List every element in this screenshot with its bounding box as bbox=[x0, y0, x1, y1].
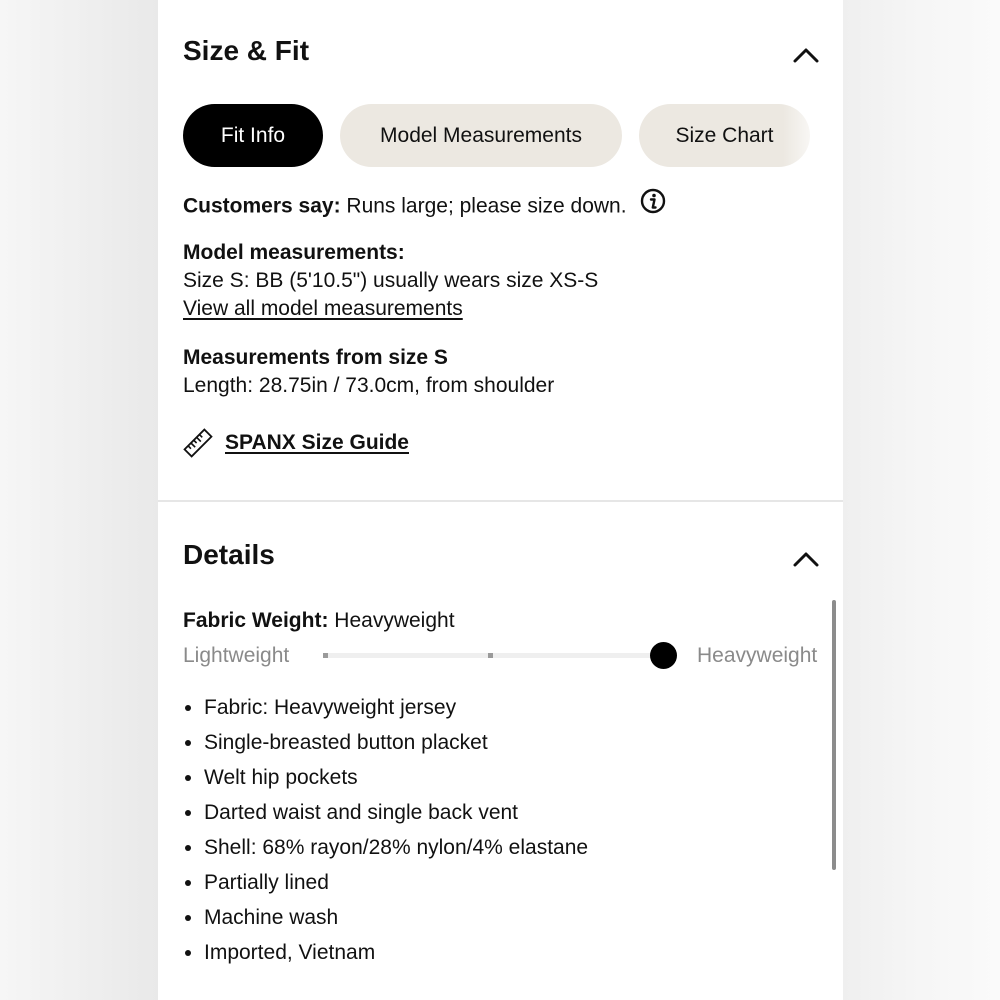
scrollbar[interactable] bbox=[832, 600, 836, 870]
chevron-up-icon[interactable] bbox=[792, 46, 820, 64]
view-all-model-measurements-link[interactable]: View all model measurements bbox=[183, 297, 463, 320]
tab-overflow[interactable] bbox=[828, 104, 843, 167]
measurements-text: Length: 28.75in / 73.0cm, from shoulder bbox=[183, 374, 555, 397]
model-measurements-heading: Model measurements: bbox=[183, 241, 405, 264]
ruler-icon bbox=[183, 428, 213, 458]
detail-list-item: • Machine wash bbox=[204, 900, 588, 935]
detail-list-item: • Single-breasted button placket bbox=[204, 725, 588, 760]
detail-list-item: • Fabric: Heavyweight jersey bbox=[204, 690, 588, 725]
product-info-panel bbox=[158, 0, 843, 1000]
details-list bbox=[179, 690, 588, 970]
details-title: Details bbox=[183, 539, 275, 570]
size-guide[interactable] bbox=[183, 428, 409, 458]
fabric-weight-label: Fabric Weight: bbox=[183, 609, 329, 632]
tab-fit-info[interactable]: Fit Info bbox=[183, 104, 323, 167]
size-guide-link[interactable]: SPANX Size Guide bbox=[225, 431, 409, 454]
model-measurements-text: Size S: BB (5'10.5") usually wears size XS-S bbox=[183, 269, 599, 292]
fabric-weight bbox=[183, 607, 455, 635]
fabric-weight-value: Heavyweight bbox=[334, 609, 455, 632]
size-fit-title: Size & Fit bbox=[183, 35, 310, 66]
slider-thumb[interactable] bbox=[650, 642, 677, 669]
size-fit-tabs bbox=[183, 104, 843, 167]
slider-max-label: Heavyweight bbox=[697, 644, 818, 667]
customers-say-label: Customers say: bbox=[183, 194, 341, 218]
background-right bbox=[843, 0, 1000, 1000]
detail-list-item: • Darted waist and single back vent bbox=[204, 795, 588, 830]
detail-list-item: • Shell: 68% rayon/28% nylon/4% elastane bbox=[204, 830, 588, 865]
tab-size-chart[interactable]: Size Chart bbox=[639, 104, 810, 167]
slider-min-label: Lightweight bbox=[183, 644, 290, 667]
detail-list-item: • Imported, Vietnam bbox=[204, 935, 588, 970]
customers-say bbox=[183, 190, 666, 224]
fabric-weight-slider bbox=[183, 641, 823, 671]
customers-say-value: Runs large; please size down. bbox=[346, 194, 627, 218]
slider-tick bbox=[488, 653, 493, 658]
detail-list-item: • Welt hip pockets bbox=[204, 760, 588, 795]
slider-tick bbox=[323, 653, 328, 658]
chevron-up-icon[interactable] bbox=[792, 550, 820, 568]
detail-list-item: • Partially lined bbox=[204, 865, 588, 900]
background-left bbox=[0, 0, 158, 1000]
tab-model-measurements[interactable]: Model Measurements bbox=[340, 104, 622, 167]
measurements-heading: Measurements from size S bbox=[183, 346, 448, 369]
slider-track[interactable] bbox=[323, 653, 663, 658]
section-divider bbox=[158, 500, 843, 502]
info-icon[interactable] bbox=[640, 188, 666, 222]
